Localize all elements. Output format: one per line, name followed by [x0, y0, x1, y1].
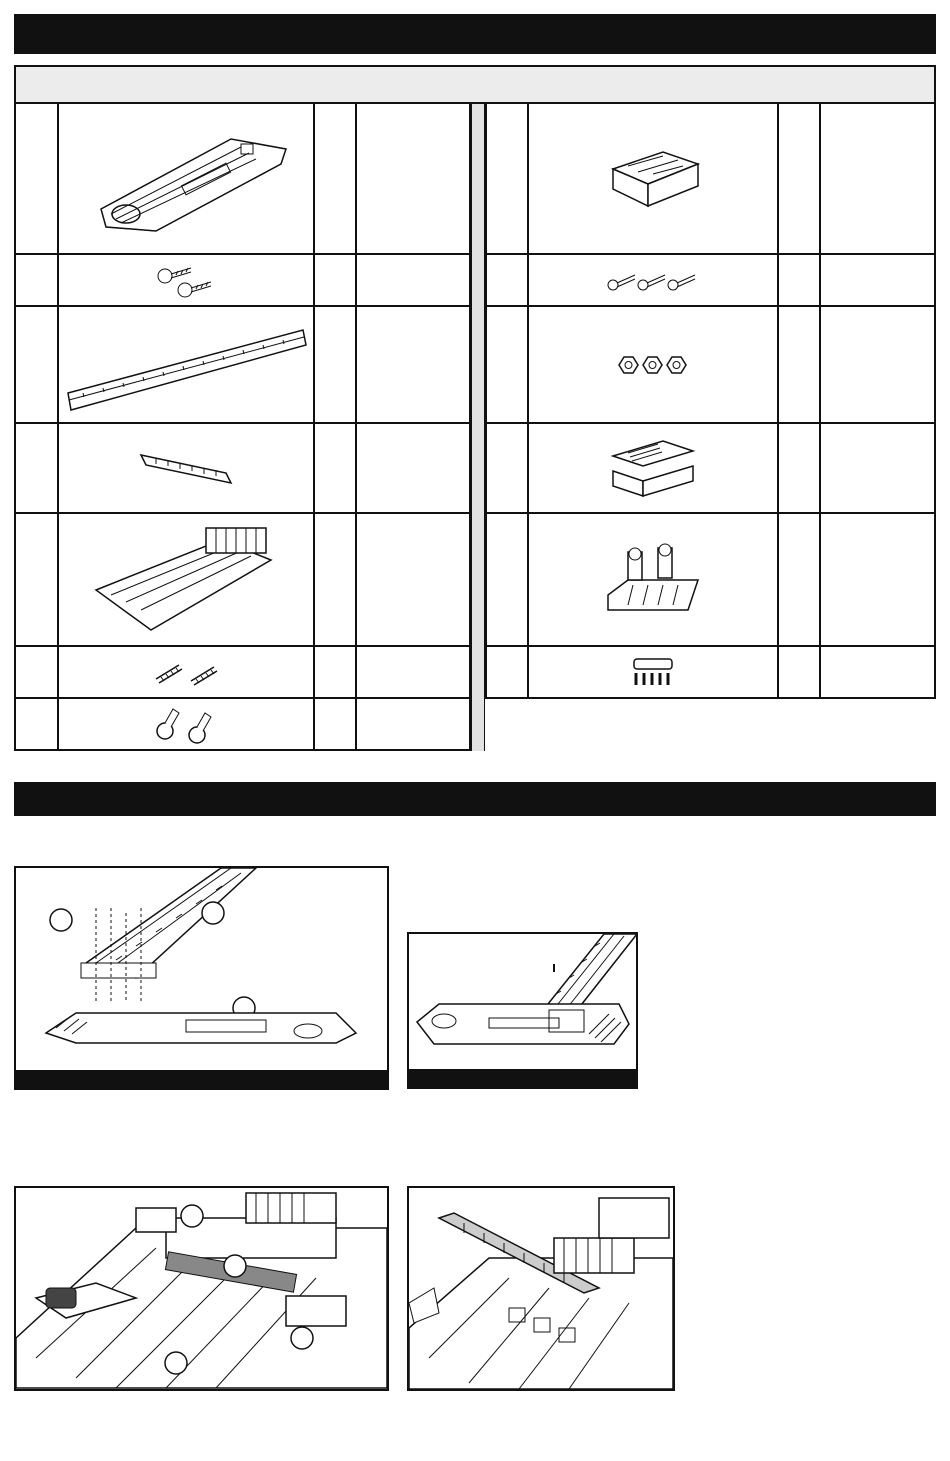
- part-desc-cell: [821, 307, 934, 422]
- part-number-cell: [16, 647, 59, 697]
- figure-caption: [16, 1070, 387, 1088]
- clip-set-icon: [628, 655, 678, 691]
- part-desc-cell: [357, 104, 469, 253]
- guide-block-icon: [608, 436, 698, 501]
- part-qty-cell: [779, 424, 821, 512]
- assembly-figure-1: [14, 866, 389, 1090]
- column-divider: [471, 104, 485, 751]
- section-header-assembly: [14, 782, 936, 816]
- table-row: [16, 255, 469, 307]
- part-desc-cell: [357, 424, 469, 512]
- part-image-cell: [59, 307, 315, 422]
- part-qty-cell: [315, 647, 357, 697]
- carriage-mounting-diagram: [16, 1188, 387, 1389]
- part-image-cell: [59, 104, 315, 253]
- table-row: [16, 424, 469, 514]
- part-desc-cell: [821, 255, 934, 305]
- part-desc-cell: [821, 514, 934, 645]
- part-number-cell: [487, 424, 529, 512]
- part-desc-cell: [357, 307, 469, 422]
- knob-icon: [151, 703, 221, 747]
- part-number-cell: [16, 255, 59, 305]
- figure-caption: [409, 1069, 636, 1087]
- part-image-cell: [59, 647, 315, 697]
- nut-icon: [613, 350, 693, 380]
- rail-installed-diagram: [409, 934, 636, 1069]
- part-image-cell: [59, 514, 315, 645]
- bolt-icon: [603, 265, 703, 295]
- part-image-cell: [59, 424, 315, 512]
- assembly-figure-2: [407, 932, 638, 1089]
- part-number-cell: [16, 514, 59, 645]
- part-image-cell: [529, 307, 779, 422]
- part-desc-cell: [357, 699, 469, 751]
- table-row: [16, 307, 469, 424]
- part-qty-cell: [315, 104, 357, 253]
- table-row: [487, 307, 934, 424]
- ruler-rail-icon: [63, 315, 309, 415]
- part-number-cell: [16, 424, 59, 512]
- part-image-cell: [529, 255, 779, 305]
- index-bar-icon: [136, 443, 236, 493]
- table-row: [487, 424, 934, 514]
- part-qty-cell: [315, 424, 357, 512]
- part-number-cell: [16, 699, 59, 751]
- clamp-bracket-icon: [603, 540, 703, 620]
- part-qty-cell: [315, 255, 357, 305]
- part-desc-cell: [357, 255, 469, 305]
- part-desc-cell: [821, 424, 934, 512]
- parts-left-column: [14, 104, 471, 751]
- part-qty-cell: [779, 104, 821, 253]
- part-qty-cell: [315, 699, 357, 751]
- table-row: [487, 647, 934, 699]
- part-image-cell: [529, 514, 779, 645]
- parts-list-table: [14, 65, 936, 751]
- part-number-cell: [487, 104, 529, 253]
- part-desc-cell: [357, 647, 469, 697]
- part-qty-cell: [315, 307, 357, 422]
- part-desc-cell: [821, 647, 934, 699]
- table-row: [16, 104, 469, 255]
- part-number-cell: [16, 307, 59, 422]
- part-desc-cell: [821, 104, 934, 253]
- section-header-parts: [14, 14, 936, 54]
- assembly-figure-4: [407, 1186, 675, 1391]
- parts-table-header: [14, 65, 936, 104]
- table-row: [487, 255, 934, 307]
- screw-icon: [151, 260, 221, 300]
- part-image-cell: [529, 424, 779, 512]
- part-number-cell: [487, 255, 529, 305]
- part-image-cell: [529, 647, 779, 699]
- part-qty-cell: [315, 514, 357, 645]
- table-row: [16, 647, 469, 699]
- table-row: [487, 514, 934, 647]
- base-plate-icon: [81, 119, 291, 239]
- index-bar-placement-diagram: [409, 1188, 673, 1389]
- table-row: [16, 699, 469, 751]
- parts-right-column: [485, 104, 936, 699]
- part-image-cell: [59, 699, 315, 751]
- carriage-assembly-icon: [91, 520, 281, 640]
- spring-icon: [151, 657, 221, 687]
- part-number-cell: [487, 307, 529, 422]
- part-image-cell: [529, 104, 779, 253]
- part-qty-cell: [779, 307, 821, 422]
- part-qty-cell: [779, 255, 821, 305]
- tray-icon: [603, 144, 703, 214]
- table-row: [487, 104, 934, 255]
- part-image-cell: [59, 255, 315, 305]
- part-qty-cell: [779, 514, 821, 645]
- part-desc-cell: [357, 514, 469, 645]
- assembly-figure-3: [14, 1186, 389, 1391]
- rail-to-base-diagram: [16, 868, 387, 1070]
- table-row: [16, 514, 469, 647]
- part-number-cell: [16, 104, 59, 253]
- part-qty-cell: [779, 647, 821, 699]
- part-number-cell: [487, 647, 529, 699]
- part-number-cell: [487, 514, 529, 645]
